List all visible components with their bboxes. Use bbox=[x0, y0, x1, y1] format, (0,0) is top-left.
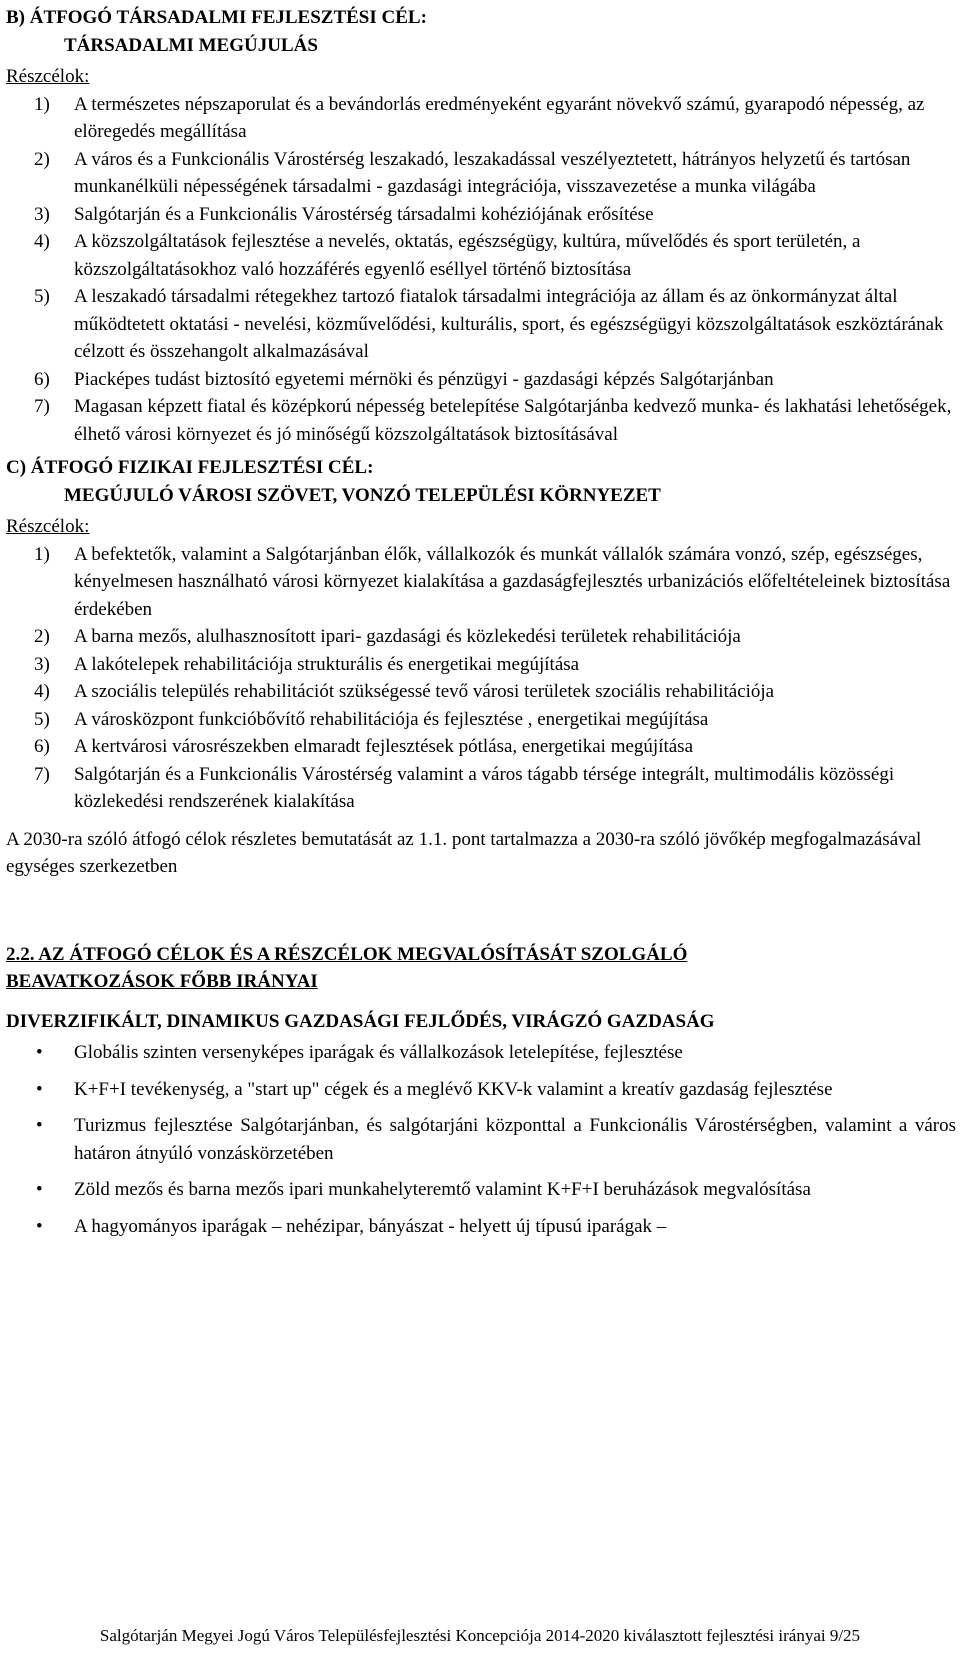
list-item bbox=[6, 733, 956, 761]
section-22-subheading: DIVERZIFIKÁLT, DINAMIKUS GAZDASÁGI FEJLŐDÉS, VIRÁGZÓ GAZDASÁG bbox=[6, 1010, 715, 1032]
bullet-text: Zöld mezős és barna mezős ipari munkahelyteremtő valamint K+F+I beruházások megvalósítása bbox=[74, 1179, 811, 1200]
item-number: 3) bbox=[34, 203, 50, 225]
item-text: A városközpont funkcióbővítő rehabilitációja és fejlesztése , energetikai megújítása bbox=[74, 708, 709, 730]
item-text: Piacképes tudást biztosító egyetemi mérnöki és pénzügyi - gazdasági képzés Salgótarjánban bbox=[74, 368, 774, 390]
item-number: 4) bbox=[34, 231, 50, 252]
document-page bbox=[6, 4, 956, 1249]
list-item bbox=[6, 366, 956, 394]
item-text: A lakótelepek rehabilitációja strukturális és energetikai megújítása bbox=[74, 653, 580, 675]
section-22-heading bbox=[6, 941, 956, 996]
list-item bbox=[6, 623, 956, 651]
bullet-text: Globális szinten versenyképes iparágak és vállalkozások letelepítése, fejlesztése bbox=[74, 1042, 683, 1063]
section-b-heading-line2: TÁRSADALMI MEGÚJULÁS bbox=[64, 34, 318, 56]
list-item bbox=[6, 541, 956, 624]
item-text: Salgótarján és a Funkcionális Várostérség valamint a város tágabb térsége integrált, multimodális közösségi közlekedési rendszerének kialakítása bbox=[74, 763, 895, 812]
list-item bbox=[6, 146, 956, 201]
item-number: 6) bbox=[34, 368, 50, 390]
item-number: 5) bbox=[34, 286, 50, 307]
item-text: A szociális település rehabilitációt szükségessé tevő városi területek szociális rehabilitációja bbox=[74, 681, 775, 702]
section-c-subgoals-label: Részcélok: bbox=[6, 516, 90, 537]
list-item bbox=[6, 761, 956, 816]
item-text: A természetes népszaporulat és a bevándorlás eredményeként egyaránt növekvő számú, gyarapodó népesség, az elöregedés megállítása bbox=[74, 93, 925, 142]
item-number: 5) bbox=[34, 708, 50, 730]
list-item bbox=[6, 201, 956, 229]
item-number: 2) bbox=[34, 148, 50, 170]
page-footer: Salgótarján Megyei Jogú Város Településfejlesztési Koncepciója 2014-2020 kiválasztott fejlesztési irányai 9/25 bbox=[99, 1626, 861, 1645]
list-item bbox=[6, 393, 956, 448]
summary-paragraph: A 2030-ra szóló átfogó célok részletes bemutatását az 1.1. pont tartalmazza a 2030-ra szóló jövőkép megfogalmazásával egységes szerkezetben bbox=[6, 828, 922, 877]
bullet-icon: • bbox=[36, 1115, 43, 1136]
bullet-text: A hagyományos iparágak – nehézipar, bányászat - helyett új típusú iparágak – bbox=[74, 1215, 667, 1237]
list-item bbox=[6, 1039, 956, 1067]
item-number: 3) bbox=[34, 653, 50, 675]
item-text: A város és a Funkcionális Várostérség leszakadó, leszakadással veszélyeztetett, hátrányos helyzetű és tartósan munkanélküli népességének társadalmi - gazdasági integrációja, visszavezetése a munka világába bbox=[74, 148, 911, 197]
item-text: A barna mezős, alulhasznosított ipari- gazdasági és közlekedési területek rehabilitációja bbox=[74, 626, 741, 647]
bullet-text: Turizmus fejlesztése Salgótarjánban, és salgótarjáni központtal a Funkcionális Várostérségben, valamint a város határon átnyúló vonzáskörzetében bbox=[74, 1115, 956, 1164]
section-22-heading-line2: BEAVATKOZÁSOK FŐBB IRÁNYAI bbox=[6, 971, 318, 992]
item-text: A kertvárosi városrészekben elmaradt fejlesztések pótlása, energetikai megújítása bbox=[74, 736, 694, 757]
item-number: 2) bbox=[34, 626, 50, 647]
list-item bbox=[6, 228, 956, 283]
item-text: A közszolgáltatások fejlesztése a nevelés, oktatás, egészségügy, kultúra, művelődés és sport területén, a közszolgáltatásokhoz való hozzáférés egyenlő eséllyel történő biztosítása bbox=[74, 231, 861, 280]
bullet-icon: • bbox=[36, 1215, 43, 1237]
list-item bbox=[6, 1112, 956, 1167]
item-text: Magasan képzett fiatal és középkorú népesség betelepítése Salgótarjánba kedvező munka- és lakhatási lehetőségek, élhető városi környezet és jó minőségű közszolgáltatások biztosításával bbox=[74, 396, 952, 445]
item-number: 1) bbox=[34, 93, 50, 115]
section-c-subgoals-list bbox=[6, 541, 956, 816]
item-number: 7) bbox=[34, 763, 50, 785]
list-item bbox=[6, 1076, 956, 1104]
section-b-heading bbox=[6, 4, 956, 59]
intervention-bullet-list bbox=[6, 1039, 956, 1240]
item-number: 1) bbox=[34, 543, 50, 565]
item-text: Salgótarján és a Funkcionális Várostérség társadalmi kohéziójának erősítése bbox=[74, 203, 654, 225]
item-number: 6) bbox=[34, 736, 50, 757]
section-c-heading bbox=[6, 454, 956, 509]
section-c-heading-line2: MEGÚJULÓ VÁROSI SZÖVET, VONZÓ TELEPÜLÉSI KÖRNYEZET bbox=[64, 484, 661, 506]
section-22-heading-line1: 2.2. AZ ÁTFOGÓ CÉLOK ÉS A RÉSZCÉLOK MEGVALÓSÍTÁSÁT SZOLGÁLÓ bbox=[6, 943, 688, 965]
item-number: 7) bbox=[34, 396, 50, 417]
list-item bbox=[6, 283, 956, 366]
bullet-text: K+F+I tevékenység, a "start up" cégek és a meglévő KKV-k valamint a kreatív gazdaság fejlesztése bbox=[74, 1078, 833, 1100]
bullet-icon: • bbox=[36, 1042, 43, 1063]
list-item bbox=[6, 678, 956, 706]
section-b-subgoals-label: Részcélok: bbox=[6, 66, 90, 87]
list-item bbox=[6, 706, 956, 734]
list-item bbox=[6, 1213, 956, 1241]
bullet-icon: • bbox=[36, 1078, 43, 1100]
section-b-subgoals-list bbox=[6, 91, 956, 449]
item-text: A befektetők, valamint a Salgótarjánban élők, vállalkozók és munkát vállalók számára vonzó, szép, egészséges, kényelmesen használható városi környezet kialakítása a gazdaságfejlesztés urbanizációs előfeltételeinek biztosítása érdekében bbox=[74, 543, 951, 620]
list-item bbox=[6, 91, 956, 146]
list-item bbox=[6, 651, 956, 679]
section-c-heading-line1: C) ÁTFOGÓ FIZIKAI FEJLESZTÉSI CÉL: bbox=[6, 457, 374, 478]
section-b-heading-line1: B) ÁTFOGÓ TÁRSADALMI FEJLESZTÉSI CÉL: bbox=[6, 7, 427, 28]
item-number: 4) bbox=[34, 681, 50, 702]
bullet-icon: • bbox=[36, 1179, 43, 1200]
item-text: A leszakadó társadalmi rétegekhez tartozó fiatalok társadalmi integrációja az állam és az önkormányzat által működtetett oktatási - nevelési, közművelődési, kulturális, sport, és egészségügyi közszolgáltatások eszköztárának célzott és összehangolt alkalmazásával bbox=[74, 286, 944, 362]
list-item bbox=[6, 1176, 956, 1204]
